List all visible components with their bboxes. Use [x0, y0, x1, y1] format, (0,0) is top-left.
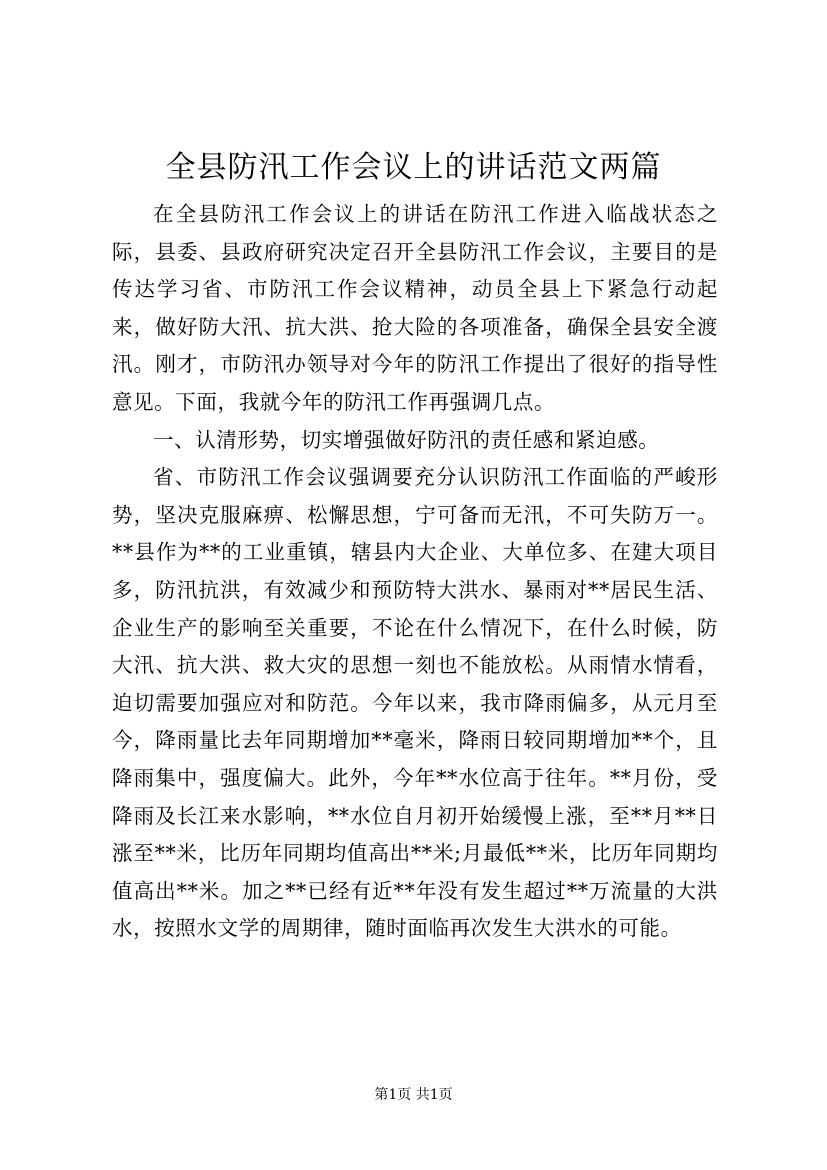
paragraph-section-heading: 一、认清形势，切实增强做好防汛的责任感和紧迫感。 [153, 427, 660, 452]
document-body [112, 196, 718, 948]
paragraph-situation: 省、市防汛工作会议强调要充分认识防汛工作面临的严峻形势，坚决克服麻痹、松懈思想，宁可备而无汛，不可失防万一。**县作为**的工业重镇，辖县内大企业、大单位多、在建大项目多，防汛抗洪，有效减少和预防特大洪水、暴雨对**居民生活、企业生产的影响至关重要，不论在什么情况下，在什么时候，防大汛、抗大洪、救大灾的思想一刻也不能放松。从雨情水情看，迫切需要加强应对和防范。今年以来，我市降雨偏多，从元月至今，降雨量比去年同期增加**毫米，降雨日较同期增加**个，且降雨集中，强度偏大。此外，今年**水位高于往年。**月份，受降雨及长江来水影响，**水位自月初开始缓慢上涨，至**月**日涨至**米，比历年同期均值高出**米;月最低**米，比历年同期均值高出**米。加之**已经有近**年没有发生超过**万流量的大洪水，按照水文学的周期律，随时面临再次发生大洪水的可能。 [112, 465, 718, 941]
paragraph-intro: 在全县防汛工作会议上的讲话在防汛工作进入临战状态之际，县委、县政府研究决定召开全县防汛工作会议，主要目的是传达学习省、市防汛工作会议精神，动员全县上下紧急行动起来，做好防大汛、抗大洪、抢大险的各项准备，确保全县安全渡汛。刚才，市防汛办领导对今年的防汛工作提出了很好的指导性意见。下面，我就今年的防汛工作再强调几点。 [112, 202, 718, 414]
page-footer: 第1页 共1页 [374, 1087, 453, 1103]
document-title: 全县防汛工作会议上的讲话范文两篇 [165, 150, 662, 185]
